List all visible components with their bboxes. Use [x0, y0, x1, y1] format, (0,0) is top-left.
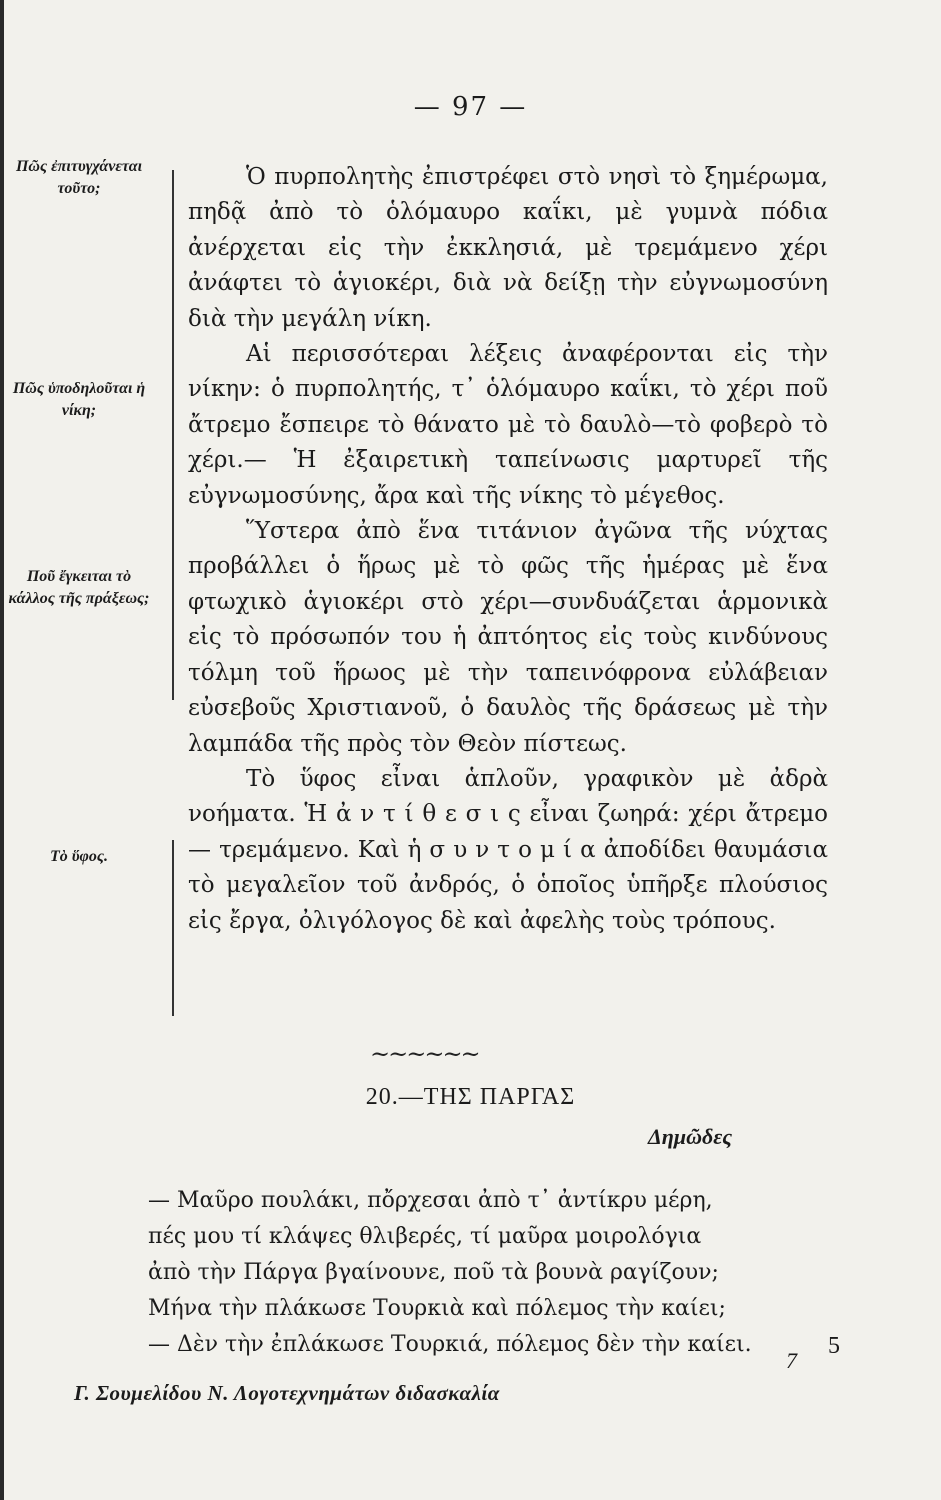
margin-note-achievement: Πῶς ἐπιτυγχάνεται τοῦτο;	[15, 158, 143, 197]
verse-line: — Δὲν τὴν ἐπλάκωσε Τουρκιά, πόλεμος δὲν τὴν καίει.	[148, 1332, 752, 1357]
verse-line: ἀπὸ τὴν Πάργα βγαίνουνε, ποῦ τὰ βουνὰ ραγίζουν;	[148, 1260, 719, 1285]
page-number: — 97 —	[413, 92, 528, 122]
section-ornament: ~~~~~~	[370, 1040, 479, 1068]
verse-line: — Μαῦρο πουλάκι, πὄρχεσαι ἀπὸ τ᾿ ἀντίκρυ μέρη,	[148, 1188, 713, 1213]
margin-note-beauty: Ποῦ ἔγκειται τὸ κάλλος τῆς πράξεως;	[8, 568, 150, 607]
commentary-text	[188, 160, 828, 939]
paragraph-hero: Ὕστερα ἀπὸ ἕνα τιτάνιον ἀγῶνα τῆς νύχτας προβάλλει ὁ ἥρως μὲ τὸ φῶς τῆς ἡμέρας μὲ ἕνα φτωχικὸ ἁγιοκέρι στὸ χέρι—συνδυάζεται ἁρμονικὰ εἰς τὸ πρόσωπόν του ἡ ἀπτόητος εἰς τοὺς κινδύνους τόλμη τοῦ ἥρωος μὲ τὴν ταπεινόφρονα εὐλάβειαν εὐσεβοῦς Χριστιανοῦ, ὁ δαυλὸς τῆς δράσεως μὲ τὴν λαμπάδα τῆς πρὸς τὸν Θεὸν πίστεως.	[188, 518, 828, 757]
margin-rule-upper	[172, 170, 174, 700]
margin-rule-lower	[172, 840, 174, 1016]
poem-verses	[148, 1183, 788, 1363]
poem-title: 20.—ΤΗΣ ΠΑΡΓΑΣ	[365, 1084, 576, 1110]
page-edge	[0, 0, 4, 1500]
paragraph-return: Ὁ πυρπολητὴς ἐπιστρέφει στὸ νησὶ τὸ ξημέρωμα, πηδᾷ ἀπὸ τὸ ὁλόμαυρο καΐκι, μὲ γυμνὰ πόδια ἀνέρχεται εἰς τὴν ἐκκλησιά, μὲ τρεμάμενο χέρι ἀνάφτει τὸ ἁγιοκέρι, διὰ νὰ δείξῃ τὴν εὐγνωμοσύνη διὰ τὴν μεγάλη νίκη.	[188, 164, 828, 332]
verse-line-number: 5	[828, 1333, 840, 1359]
paragraph-style: Τὸ ὕφος εἶναι ἁπλοῦν, γραφικὸν μὲ ἀδρὰ νοήματα. Ἡ ἀ ν τ ί θ ε σ ι ς εἶναι ζωηρά: χέρι ἄτρεμο — τρεμάμενο. Καὶ ἡ σ υ ν τ ο μ ί α ἀποδίδει θαυμάσια τὸ μεγαλεῖον τοῦ ἀνδρός, ὁ ὁποῖος ὑπῆρξε πλούσιος εἰς ἔργα, ὀλιγόλογος δὲ καὶ ἀφελὴς τοὺς τρόπους.	[188, 765, 828, 934]
paragraph-victory: Αἱ περισσότεραι λέξεις ἀναφέρονται εἰς τὴν νίκην: ὁ πυρπολητής, τ᾿ ὁλόμαυρο καΐκι, τὸ χέρι ποῦ ἄτρεμο ἔσπειρε τὸ θάνατο μὲ τὸ δαυλὸ—τὸ φοβερὸ τὸ χέρι.— Ἡ ἐξαιρετικὴ ταπείνωσις μαρτυρεῖ τῆς εὐγνωμοσύνης, ἄρα καὶ τῆς νίκης τὸ μέγεθος.	[188, 341, 828, 509]
poem-source: Δημῶδες	[648, 1124, 733, 1149]
book-footer: Γ. Σουμελίδου Ν. Λογοτεχνημάτων διδασκαλία	[74, 1381, 500, 1405]
verse-line: πές μου τί κλάψες θλιβερές, τί μαῦρα μοιρολόγια	[148, 1224, 702, 1249]
verse-line: Μήνα τὴν πλάκωσε Τουρκιὰ καὶ πόλεμος τὴν καίει;	[148, 1296, 726, 1321]
signature-mark: 7	[786, 1348, 797, 1373]
margin-note-style: Τὸ ὕφος.	[49, 848, 109, 865]
margin-note-victory: Πῶς ὑποδηλοῦται ἡ νίκη;	[12, 380, 146, 419]
